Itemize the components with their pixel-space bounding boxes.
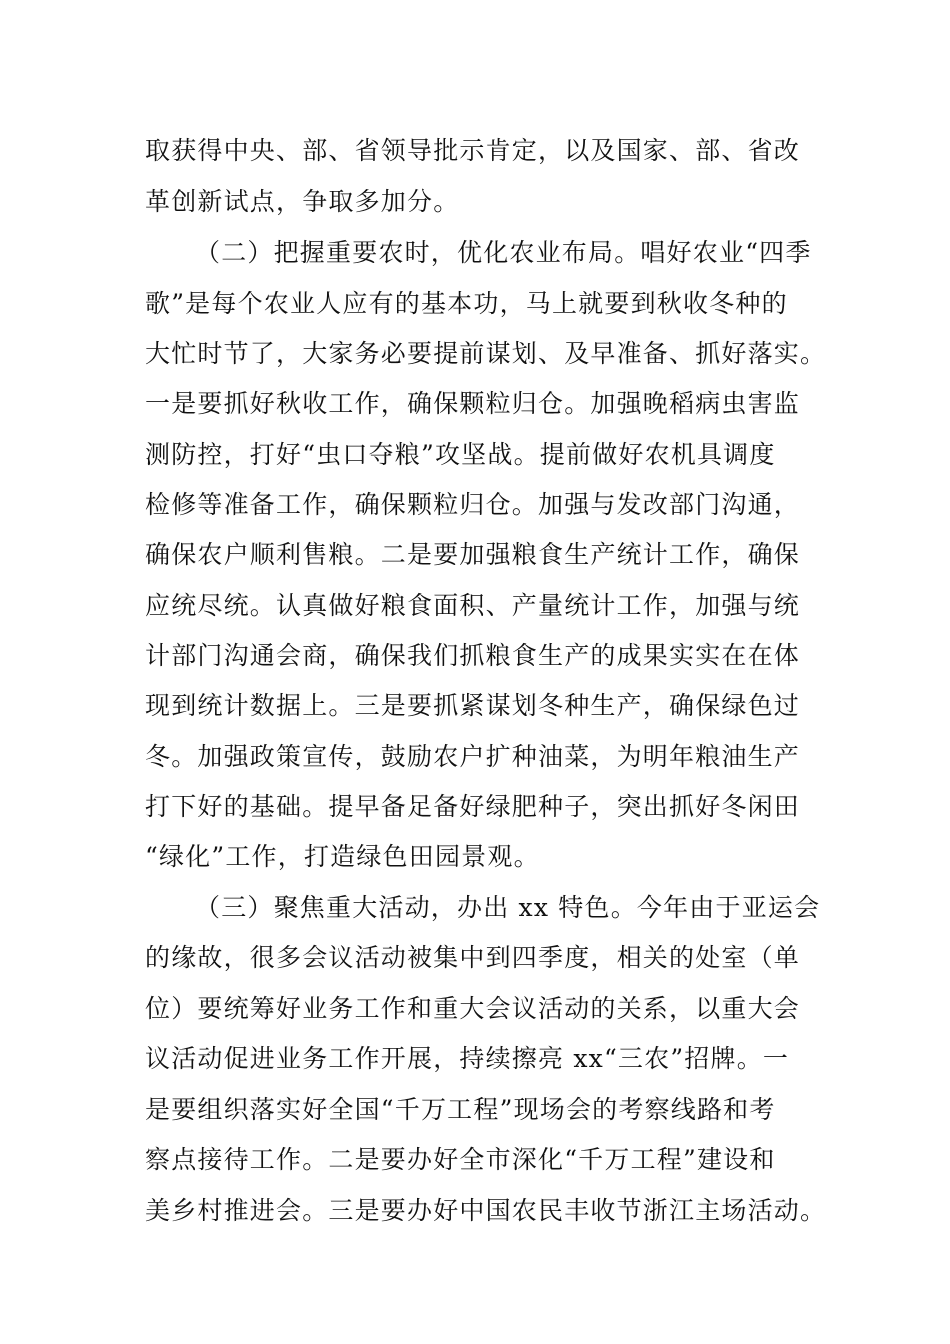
text-line: 歌”是每个农业人应有的基本功，马上就要到秋收冬种的 <box>145 289 788 318</box>
text-line: 是要组织落实好全国“千万工程”现场会的考察线路和考 <box>145 1095 776 1124</box>
text-line: 现到统计数据上。三是要抓紧谋划冬种生产，确保绿色过 <box>145 691 801 720</box>
text-line: 一是要抓好秋收工作，确保颗粒归仓。加强晚稻病虫害监 <box>145 389 801 418</box>
paragraph-start-line: （三）聚焦重大活动，办出 xx 特色。今年由于亚运会 <box>195 893 821 922</box>
text-line: 美乡村推进会。三是要办好中国农民丰收节浙江主场活动。 <box>145 1196 827 1225</box>
paragraph-start-line: （二）把握重要农时，优化农业布局。唱好农业“四季 <box>195 238 812 267</box>
text-line: 议活动促进业务工作开展，持续擦亮 xx“三农”招牌。一 <box>145 1044 790 1073</box>
text-line: 计部门沟通会商，确保我们抓粮食生产的成果实实在在体 <box>145 641 801 670</box>
text-line: 检修等准备工作，确保颗粒归仓。加强与发改部门沟通， <box>145 490 801 519</box>
text-line: 位）要统筹好业务工作和重大会议活动的关系，以重大会 <box>145 994 801 1023</box>
text-line: 的缘故，很多会议活动被集中到四季度，相关的处室（单 <box>145 943 801 972</box>
text-line: “绿化”工作，打造绿色田园景观。 <box>145 842 540 871</box>
text-line: 确保农户顺利售粮。二是要加强粮食生产统计工作，确保 <box>145 540 801 569</box>
text-line: 大忙时节了，大家务必要提前谋划、及早准备、抓好落实。 <box>145 339 827 368</box>
text-line: 冬。加强政策宣传，鼓励农户扩种油菜，为明年粮油生产 <box>145 742 801 771</box>
text-line: 革创新试点，争取多加分。 <box>145 187 460 216</box>
text-line: 取获得中央、部、省领导批示肯定，以及国家、部、省改 <box>145 136 801 165</box>
text-line: 测防控，打好“虫口夺粮”攻坚战。提前做好农机具调度 <box>145 440 776 469</box>
text-line: 应统尽统。认真做好粮食面积、产量统计工作，加强与统 <box>145 591 801 620</box>
text-line: 察点接待工作。二是要办好全市深化“千万工程”建设和 <box>145 1145 776 1174</box>
text-line: 打下好的基础。提早备足备好绿肥种子，突出抓好冬闲田 <box>145 792 801 821</box>
